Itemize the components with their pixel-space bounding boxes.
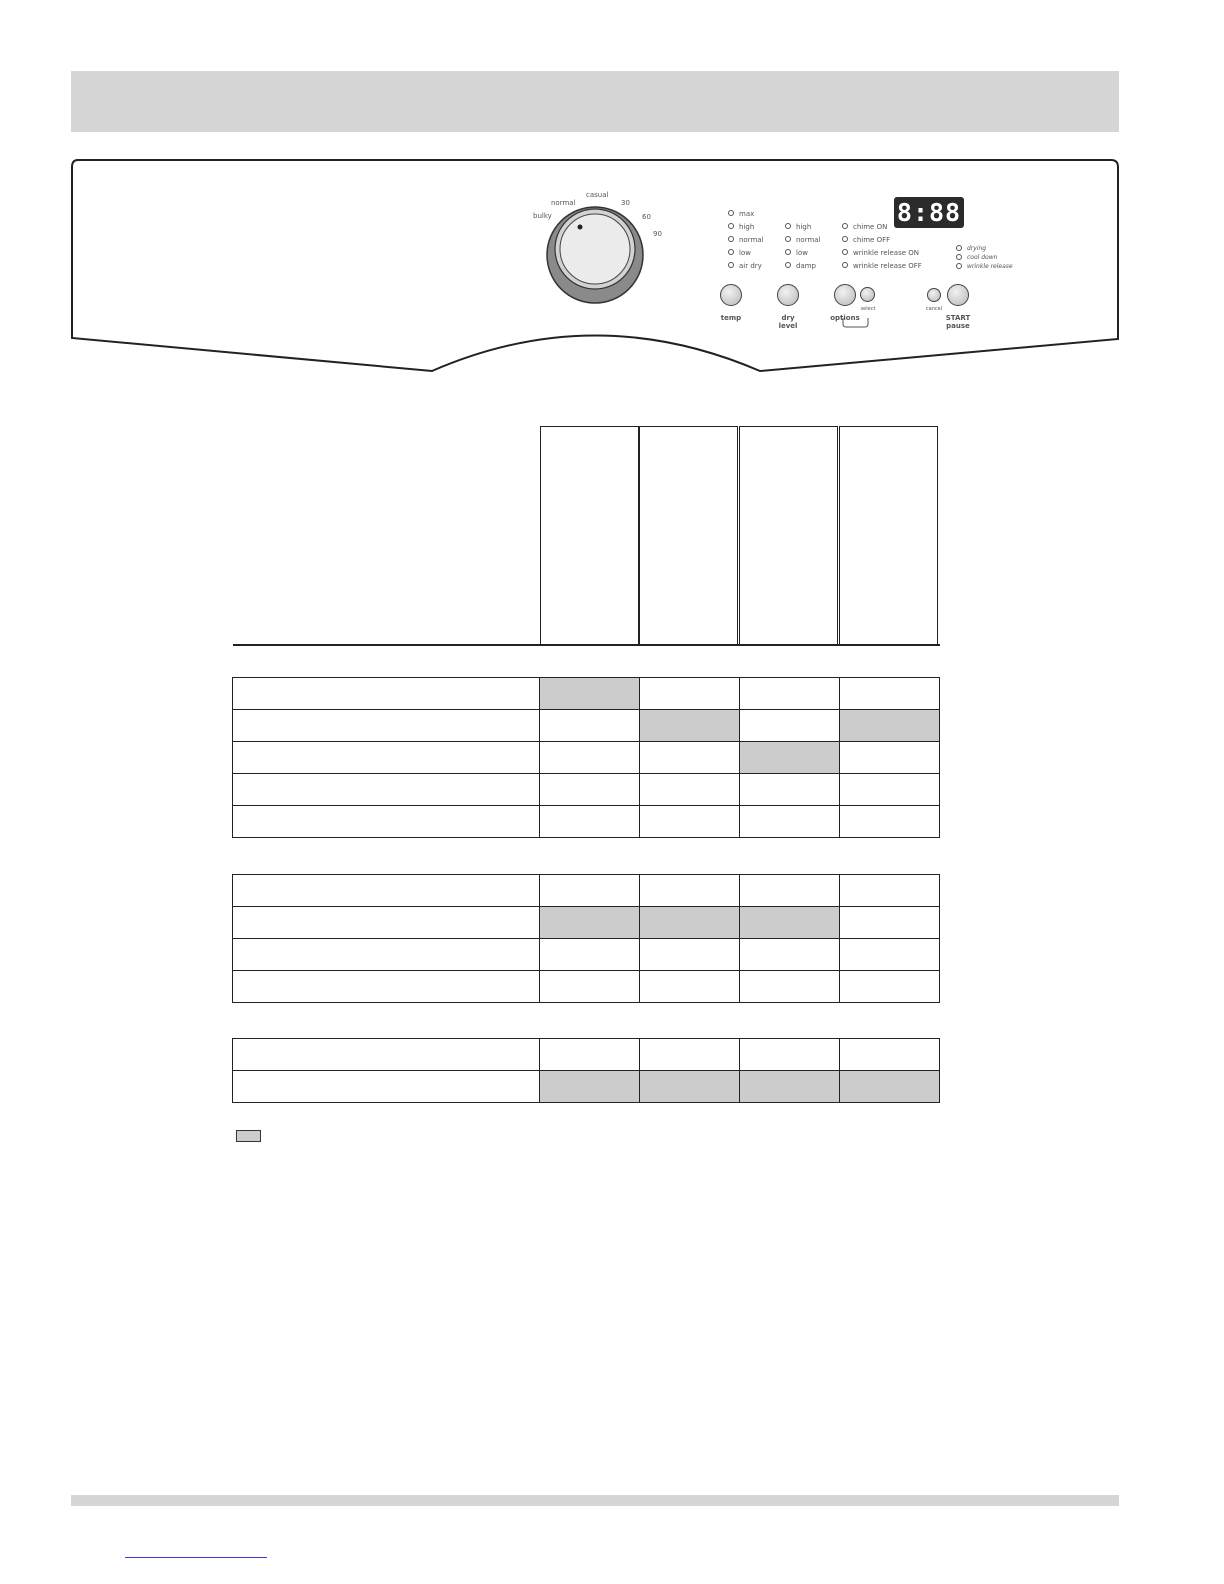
temp-button[interactable] bbox=[720, 284, 742, 306]
row-label-cell bbox=[233, 939, 540, 971]
temp-indicator-max: max bbox=[728, 210, 754, 218]
dry-level-button-label-line1: dry bbox=[781, 314, 795, 322]
table-cell bbox=[540, 742, 640, 774]
dial-label-30: 30 bbox=[621, 199, 630, 207]
table-row bbox=[233, 710, 940, 742]
table-cell-shaded bbox=[740, 907, 840, 939]
table-header-rule bbox=[233, 644, 940, 646]
table-row bbox=[233, 1039, 940, 1071]
table-cell bbox=[840, 678, 940, 710]
table-cell bbox=[740, 875, 840, 907]
table-group-1 bbox=[232, 677, 940, 838]
table-cell-shaded bbox=[740, 1071, 840, 1103]
table-row bbox=[233, 875, 940, 907]
option-indicator-wrinkle-release-on: wrinkle release ON bbox=[842, 249, 919, 257]
table-cell bbox=[740, 939, 840, 971]
table-cell bbox=[640, 678, 740, 710]
table-cell bbox=[640, 971, 740, 1003]
table-cell bbox=[540, 774, 640, 806]
table-cell-shaded bbox=[540, 678, 640, 710]
table-cell bbox=[840, 971, 940, 1003]
dry-level-button[interactable] bbox=[777, 284, 799, 306]
options-button[interactable] bbox=[834, 284, 856, 306]
legend-shaded-swatch bbox=[236, 1130, 261, 1142]
start-button-label-line1: START bbox=[945, 314, 971, 322]
table-header-columns bbox=[540, 426, 940, 645]
table-row bbox=[233, 774, 940, 806]
table-cell bbox=[640, 806, 740, 838]
start-pause-button[interactable] bbox=[947, 284, 969, 306]
temp-indicator-high: high bbox=[728, 223, 754, 231]
cancel-button[interactable] bbox=[927, 288, 941, 302]
table-cell bbox=[640, 774, 740, 806]
table-cell bbox=[840, 939, 940, 971]
table-cell-shaded bbox=[840, 1071, 940, 1103]
table-cell bbox=[640, 939, 740, 971]
select-button-label: select bbox=[860, 306, 876, 312]
table-cell bbox=[540, 1039, 640, 1071]
table-cell bbox=[640, 742, 740, 774]
start-button-label-line2: pause bbox=[946, 322, 970, 330]
dry-level-indicator-damp: damp bbox=[785, 262, 816, 270]
control-panel-outline bbox=[0, 0, 1224, 420]
cycle-dial-knob[interactable] bbox=[547, 207, 643, 303]
table-cell-shaded bbox=[540, 1071, 640, 1103]
dial-label-90: 90 bbox=[653, 230, 662, 238]
table-header-col-2 bbox=[639, 426, 738, 645]
row-label-cell bbox=[233, 971, 540, 1003]
table-cell bbox=[840, 1039, 940, 1071]
table-row bbox=[233, 939, 940, 971]
control-panel-illustration bbox=[0, 0, 1224, 420]
select-button[interactable] bbox=[860, 287, 875, 302]
table-cell bbox=[840, 774, 940, 806]
table-cell-shaded bbox=[640, 1071, 740, 1103]
cancel-button-label: cancel bbox=[925, 306, 943, 312]
table-group-2 bbox=[232, 874, 940, 1003]
table-cell bbox=[740, 806, 840, 838]
table-cell bbox=[640, 875, 740, 907]
table-header-col-1 bbox=[540, 426, 639, 645]
table-row bbox=[233, 742, 940, 774]
table-cell-shaded bbox=[640, 907, 740, 939]
table-cell-shaded bbox=[640, 710, 740, 742]
table-header-col-4 bbox=[839, 426, 938, 645]
table-cell-shaded bbox=[740, 742, 840, 774]
row-label-cell bbox=[233, 806, 540, 838]
dial-label-bulky: bulky bbox=[533, 212, 552, 220]
footer-link-underline[interactable] bbox=[125, 1557, 267, 1558]
dry-level-indicator-normal: normal bbox=[785, 236, 821, 244]
table-cell bbox=[740, 774, 840, 806]
table-header-col-3 bbox=[739, 426, 838, 645]
options-button-label: options bbox=[830, 314, 860, 322]
row-label-cell bbox=[233, 907, 540, 939]
table-row bbox=[233, 1071, 940, 1103]
table-cell bbox=[540, 710, 640, 742]
dial-label-60: 60 bbox=[642, 213, 651, 221]
table-cell bbox=[740, 710, 840, 742]
status-indicator-wrinkle-release: wrinkle release bbox=[956, 263, 1013, 271]
table-cell bbox=[840, 907, 940, 939]
table-cell bbox=[840, 742, 940, 774]
status-indicator-drying: drying bbox=[956, 245, 986, 253]
temp-indicator-low: low bbox=[728, 249, 751, 257]
temp-indicator-air-dry: air dry bbox=[728, 262, 762, 270]
table-group-3 bbox=[232, 1038, 940, 1103]
option-indicator-wrinkle-release-off: wrinkle release OFF bbox=[842, 262, 922, 270]
row-label-cell bbox=[233, 774, 540, 806]
table-cell bbox=[740, 971, 840, 1003]
temp-button-label: temp bbox=[720, 314, 742, 322]
table-cell-shaded bbox=[840, 710, 940, 742]
row-label-cell bbox=[233, 875, 540, 907]
table-cell bbox=[640, 1039, 740, 1071]
row-label-cell bbox=[233, 1071, 540, 1103]
dry-level-indicator-high: high bbox=[785, 223, 811, 231]
table-cell bbox=[740, 1039, 840, 1071]
option-indicator-chime-on: chime ON bbox=[842, 223, 887, 231]
table-cell bbox=[540, 971, 640, 1003]
footer-bar bbox=[71, 1495, 1119, 1506]
table-cell bbox=[540, 875, 640, 907]
table-cell bbox=[840, 875, 940, 907]
digital-display: 8:88 bbox=[894, 197, 964, 228]
table-cell bbox=[540, 806, 640, 838]
table-row bbox=[233, 971, 940, 1003]
table-row bbox=[233, 806, 940, 838]
option-indicator-chime-off: chime OFF bbox=[842, 236, 890, 244]
table-row bbox=[233, 907, 940, 939]
dial-label-normal: normal bbox=[551, 199, 576, 207]
dry-level-indicator-low: low bbox=[785, 249, 808, 257]
row-label-cell bbox=[233, 742, 540, 774]
dial-label-casual: casual bbox=[586, 191, 609, 199]
status-indicator-cool-down: cool down bbox=[956, 254, 997, 262]
table-row bbox=[233, 678, 940, 710]
row-label-cell bbox=[233, 710, 540, 742]
row-label-cell bbox=[233, 1039, 540, 1071]
dry-level-button-label-line2: level bbox=[778, 322, 798, 330]
table-cell bbox=[840, 806, 940, 838]
table-cell bbox=[540, 939, 640, 971]
table-cell-shaded bbox=[540, 907, 640, 939]
table-cell bbox=[740, 678, 840, 710]
row-label-cell bbox=[233, 678, 540, 710]
temp-indicator-normal: normal bbox=[728, 236, 764, 244]
